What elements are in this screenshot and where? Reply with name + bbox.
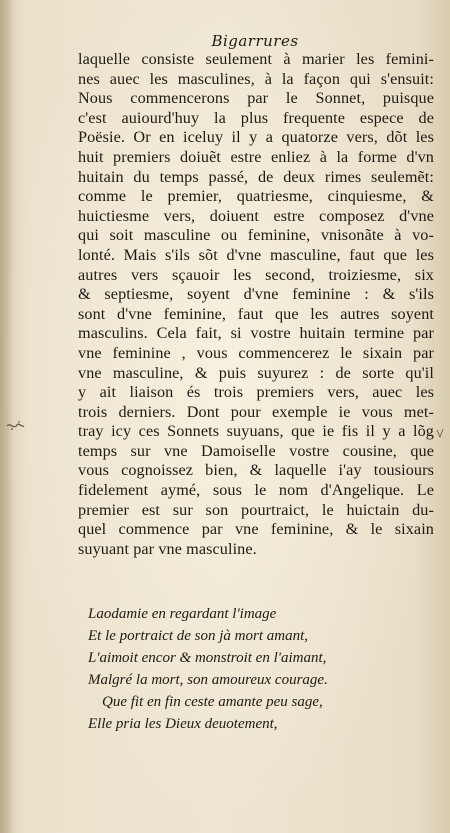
prose-line: y ait liaison és trois premiers vers, auec les	[78, 383, 434, 402]
sonnet-verse: Laodamie en regardant l'image	[88, 606, 277, 622]
prose-line: huictiesme vers, doiuent estre composez d'vne	[78, 206, 434, 225]
prose-line: masculins. Cela fait, si vostre huitain termine par	[78, 324, 434, 343]
prose-line: vous cognoissez bien, & laquelle i'ay tousiours	[78, 461, 434, 480]
prose-line: c'est auiourd'huy la plus frequente espece de	[78, 108, 434, 127]
sonnet-verse: L'aimoit encor & monstroit en l'aimant,	[88, 650, 327, 666]
prose-line: comme le premier, quatriesme, cinquiesme, &	[78, 187, 434, 206]
prose-line: laquelle consiste seulement à marier les femini-	[78, 50, 434, 68]
prose-line: lonté. Mais s'ils sõt d'vne masculine, faut que les	[78, 245, 434, 264]
margin-tick-icon	[436, 428, 444, 440]
prose-line: Poësie. Or en iceluy il y a quatorze vers, dõt les	[78, 128, 434, 147]
sonnet-verse: Que fit en fin ceste amante peu sage,	[102, 694, 323, 710]
prose-line: huit premiers doiuẽt estre enliez à la forme d'vn	[78, 147, 434, 166]
sonnet-block	[88, 603, 428, 735]
margin-ink-mark-icon	[4, 416, 26, 436]
prose-line: autres vers sçauoir les second, troiziesme, six	[78, 265, 434, 284]
prose-line: tray icy ces Sonnets suyuans, que ie fis il y a lõg	[78, 422, 434, 441]
sonnet-verse: Elle pria les Dieux deuotement,	[88, 716, 278, 732]
prose-line: fidelement aymé, sous le nom d'Angelique. Le	[78, 481, 434, 500]
prose-line: premier est sur son pourtraict, le huictain du-	[78, 500, 434, 519]
prose-block	[78, 50, 434, 559]
prose-line: qui soit masculine ou feminine, vnisonãte à vo-	[78, 226, 434, 245]
prose-line: Nous commencerons par le Sonnet, puisque	[78, 89, 434, 108]
prose-line: vne masculine, & puis suyurez : de sorte qu'il	[78, 363, 434, 382]
prose-line: quel commence par vne feminine, & le sixain	[78, 520, 434, 539]
prose-line: sont d'vne feminine, faut que les autres soyent	[78, 304, 434, 323]
prose-line: suyuant par vne masculine.	[78, 539, 257, 558]
prose-line: & septiesme, soyent d'vne feminine : & s'ils	[78, 285, 434, 304]
prose-line: vne feminine , vous commencerez le sixain par	[78, 343, 434, 362]
prose-line: trois derniers. Dont pour exemple ie vous met-	[78, 402, 434, 421]
prose-line: huitain du temps passé, de deux rimes seulemẽt:	[78, 167, 434, 186]
sonnet-verse: Et le portraict de son jà mort amant,	[88, 628, 308, 644]
prose-line: nes auec les masculines, à la façon qui s'ensuit:	[78, 69, 434, 88]
sonnet-verse: Malgré la mort, son amoureux courage.	[88, 672, 328, 688]
prose-line: temps sur vne Damoiselle vostre cousine, que	[78, 441, 434, 460]
running-head: Bigarrures	[211, 32, 299, 50]
